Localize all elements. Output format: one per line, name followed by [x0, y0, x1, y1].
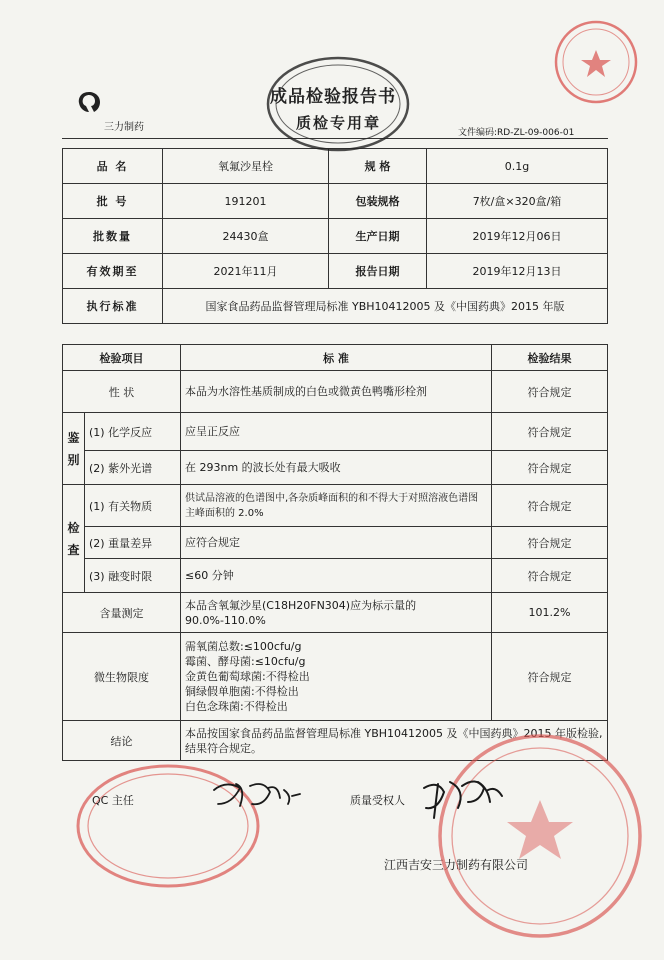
info-value: 氧氟沙星栓	[163, 149, 329, 184]
standard-value: 国家食品药品监督管理局标准 YBH10412005 及《中国药典》2015 年版	[163, 289, 608, 324]
microbial-line: 金黄色葡萄球菌:不得检出	[185, 670, 310, 683]
company-short-name: 三力制药	[104, 122, 144, 133]
category-identification: 鉴别	[63, 413, 85, 485]
info-label: 生产日期	[329, 219, 427, 254]
info-row	[63, 254, 608, 289]
qa-signature	[424, 781, 502, 818]
info-value: 191201	[163, 184, 329, 219]
table-row	[63, 485, 608, 527]
test-item: (2) 紫外光谱	[85, 451, 181, 485]
info-label: 批数量	[63, 219, 163, 254]
qc-seal-caption: 质检专用章	[296, 114, 382, 132]
info-value: 2021年11月	[163, 254, 329, 289]
info-value: 2019年12月06日	[427, 219, 608, 254]
info-row	[63, 184, 608, 219]
report-title: 成品检验报告书	[270, 87, 396, 107]
info-value: 7枚/盒×320盒/箱	[427, 184, 608, 219]
test-standard: 应符合规定	[181, 527, 492, 559]
table-row	[63, 451, 608, 485]
info-label: 有效期至	[63, 254, 163, 289]
test-item: 含量测定	[63, 593, 181, 633]
microbial-line: 霉菌、酵母菌:≤10cfu/g	[185, 655, 306, 668]
test-item: 性 状	[63, 371, 181, 413]
table-row	[63, 721, 608, 761]
table-header-row	[63, 345, 608, 371]
info-row	[63, 219, 608, 254]
info-value: 24430盒	[163, 219, 329, 254]
test-standard: ≤60 分钟	[181, 559, 492, 593]
company-name: 江西吉安三力制药有限公司	[384, 858, 529, 872]
test-result: 符合规定	[492, 559, 608, 593]
header-item: 检验项目	[63, 345, 181, 371]
test-standard: 在 293nm 的波长处有最大吸收	[181, 451, 492, 485]
test-result: 符合规定	[492, 451, 608, 485]
test-result: 101.2%	[492, 593, 608, 633]
test-item: (1) 有关物质	[85, 485, 181, 527]
test-item: 微生物限度	[63, 633, 181, 721]
info-label: 包装规格	[329, 184, 427, 219]
test-standard: 供试品溶液的色谱图中,各杂质峰面积的和不得大于对照溶液色谱图主峰面积的 2.0%	[181, 485, 492, 527]
test-result: 符合规定	[492, 485, 608, 527]
test-standard: 本品含氧氟沙星(C18H20FN304)应为标示量的 90.0%-110.0%	[181, 593, 492, 633]
microbial-line: 白色念珠菌:不得检出	[185, 700, 288, 713]
info-row	[63, 289, 608, 324]
header-result: 检验结果	[492, 345, 608, 371]
info-value: 0.1g	[427, 149, 608, 184]
info-label: 执行标准	[63, 289, 163, 324]
test-standard: 本品为水溶性基质制成的白色或微黄色鸭嘴形栓剂	[181, 371, 492, 413]
info-row	[63, 149, 608, 184]
test-item: (2) 重量差异	[85, 527, 181, 559]
table-row	[63, 633, 608, 721]
info-label: 品 名	[63, 149, 163, 184]
header-standard: 标 准	[181, 345, 492, 371]
table-row	[63, 413, 608, 451]
test-result: 符合规定	[492, 413, 608, 451]
table-row	[63, 559, 608, 593]
info-label: 报告日期	[329, 254, 427, 289]
company-logo-icon	[76, 90, 102, 114]
top-right-red-seal	[556, 22, 636, 102]
qa-person-label: 质量受权人	[350, 794, 405, 807]
product-info-table	[62, 148, 608, 324]
bottom-left-red-seal	[78, 766, 258, 886]
table-row	[63, 371, 608, 413]
test-result: 符合规定	[492, 371, 608, 413]
test-result: 符合规定	[492, 527, 608, 559]
test-results-table	[62, 344, 608, 761]
info-label: 规 格	[329, 149, 427, 184]
category-check: 检查	[63, 485, 85, 593]
conclusion-text: 本品按国家食品药品监督管理局标准 YBH10412005 及《中国药典》2015 年版检验,结果符合规定。	[181, 721, 608, 761]
bottom-right-red-seal	[440, 736, 640, 936]
test-item: (3) 融变时限	[85, 559, 181, 593]
test-item: (1) 化学反应	[85, 413, 181, 451]
conclusion-label: 结论	[63, 721, 181, 761]
info-label: 批 号	[63, 184, 163, 219]
document-number: 文件编码:RD-ZL-09-006-01	[458, 128, 575, 138]
microbial-standard-list	[181, 633, 492, 721]
header-divider	[62, 138, 608, 139]
test-standard: 应呈正反应	[181, 413, 492, 451]
info-value: 2019年12月13日	[427, 254, 608, 289]
qc-director-label: QC 主任	[92, 794, 134, 807]
microbial-line: 需氧菌总数:≤100cfu/g	[185, 640, 302, 653]
test-result: 符合规定	[492, 633, 608, 721]
qc-signature	[214, 784, 300, 806]
table-row	[63, 527, 608, 559]
microbial-line: 铜绿假单胞菌:不得检出	[185, 685, 299, 698]
table-row	[63, 593, 608, 633]
